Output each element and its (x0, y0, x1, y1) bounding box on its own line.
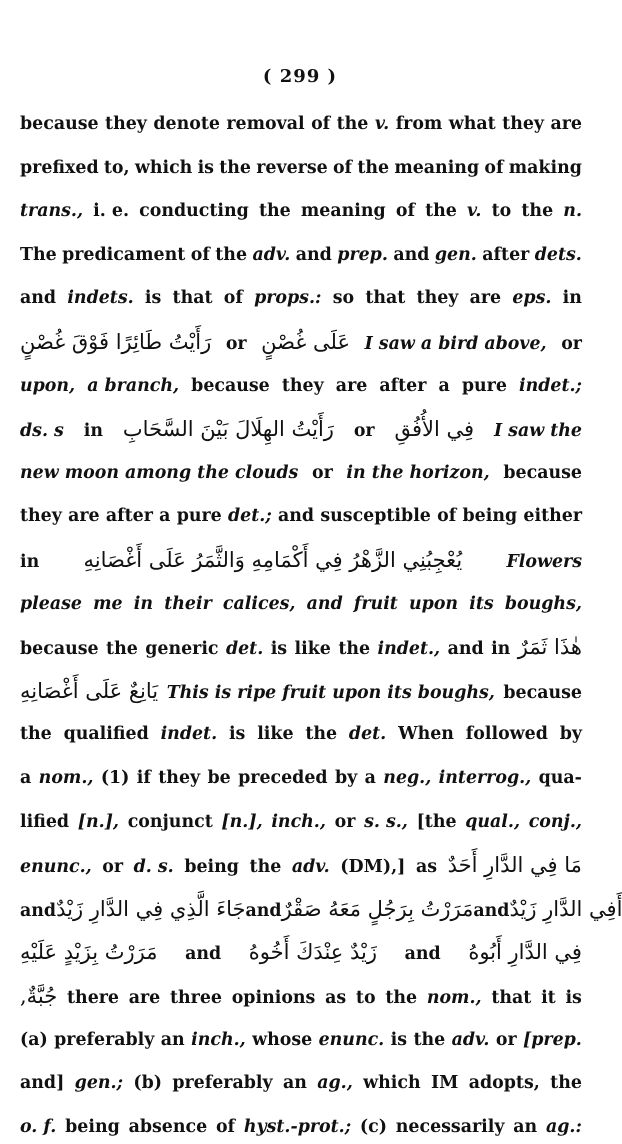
word: in (491, 639, 511, 660)
word: and (20, 900, 57, 921)
word: being (462, 506, 518, 527)
page-number: ( 299 ) (262, 66, 338, 87)
text-line (20, 543, 582, 577)
word: enunc. (318, 1029, 385, 1050)
word: and (306, 593, 343, 614)
word: the (336, 114, 369, 134)
word: det.; (228, 506, 272, 527)
word: a (438, 375, 450, 396)
word: after (379, 375, 427, 396)
word: in the horizon, (346, 462, 490, 483)
word: conj., (528, 811, 582, 832)
word: adv. (291, 857, 330, 878)
word: are (335, 375, 368, 396)
word: please (20, 593, 82, 614)
word: removal (226, 114, 305, 134)
word: of (484, 157, 504, 178)
word: the (385, 988, 418, 1008)
word: is (565, 988, 582, 1008)
word: they (158, 768, 201, 788)
arabic-phrase: مَرَرْتُ بِزَيْدٍ عَلَيْهِ (20, 940, 158, 965)
word: [prep. (523, 1029, 582, 1050)
text-line (20, 761, 582, 795)
word: (a) (20, 1029, 48, 1050)
word: whose (252, 1029, 313, 1050)
word: (DM),] (340, 857, 406, 878)
word: that (365, 288, 406, 309)
word: indet.; (519, 375, 582, 396)
word: [the (416, 811, 457, 832)
arabic-phrase: فِي الأُفُقِ (394, 417, 475, 442)
arabic-phrase: جَاءَ الَّذِي فِي الدَّارِ زَيْدٌ (56, 896, 246, 921)
word: they (281, 375, 324, 396)
word: opinions (231, 988, 316, 1008)
word: as (415, 857, 438, 878)
text-line (20, 1066, 582, 1100)
word: be (207, 768, 231, 788)
word: denote (153, 114, 220, 134)
word: adopts, (468, 1073, 540, 1094)
word: a (364, 768, 376, 788)
word: [n.], (221, 811, 263, 832)
word: d. s. (133, 857, 174, 878)
word: after (105, 506, 153, 527)
word: being (184, 857, 239, 878)
word: and] (20, 1073, 65, 1094)
arabic-phrase: زَيْدٌ عِنْدَكَ أَخُوهُ (248, 940, 378, 965)
word: (c) (359, 1116, 387, 1137)
word: because (191, 375, 270, 396)
word: inch., (191, 1029, 246, 1050)
arabic-phrase: عَلَى غُصْنٍ (261, 330, 351, 354)
word: that (172, 288, 213, 309)
text-line (20, 717, 582, 751)
text-line (20, 151, 582, 185)
word: of (215, 1116, 236, 1137)
word: dets. (534, 244, 582, 265)
word: generic (145, 639, 219, 660)
arabic-phrase: يُعْجِبُنِي الزَّهْرُ فِي أَكْمَامِهِ وَالثَّمَرُ عَلَى أَغْصَانِهِ (83, 548, 463, 572)
word: or (312, 462, 333, 483)
text-line (20, 587, 582, 621)
text-line (20, 281, 582, 315)
word: gen. (434, 244, 477, 265)
word: an (282, 1073, 307, 1094)
word: adv. (252, 244, 291, 265)
word: of (190, 244, 210, 265)
word: or (495, 1029, 517, 1050)
word: a (20, 768, 32, 788)
word: from (395, 114, 443, 134)
word: trans., (20, 201, 84, 222)
word: lified (20, 811, 70, 832)
word: interrog., (438, 768, 532, 788)
word: because (503, 682, 582, 703)
word: so (332, 288, 355, 309)
text-line (20, 1023, 582, 1057)
text-line (20, 499, 582, 533)
word: the (259, 201, 291, 222)
word: either (523, 506, 582, 527)
word: reverse (256, 157, 328, 178)
word: hyst.-prot.; (243, 1116, 352, 1137)
arabic-phrase: هٰذَا ثَمَرٌ (517, 635, 582, 660)
word: ds. s (20, 421, 64, 442)
word: after (482, 244, 530, 265)
word: in (133, 593, 154, 614)
word: pure (176, 506, 222, 527)
arabic-phrase: يَانِعٌ عَلَى أَغْصَانِهِ (20, 678, 159, 703)
word: of (437, 506, 457, 527)
text-line (20, 935, 582, 969)
word: Flowers (506, 552, 582, 572)
word: the (338, 639, 371, 660)
text-line (20, 892, 622, 926)
word: the (20, 724, 52, 745)
word: fruit (353, 593, 398, 614)
word: boughs, (504, 593, 582, 614)
word: of (223, 288, 243, 309)
word: because (20, 114, 99, 134)
word: (b) (133, 1073, 162, 1094)
word: preceded (238, 768, 328, 788)
word: ag., (317, 1073, 353, 1094)
word: gen.; (74, 1073, 124, 1094)
text-line (20, 805, 582, 839)
word: adv. (451, 1029, 490, 1050)
text-line (20, 979, 582, 1013)
word: the (215, 244, 248, 265)
text-line (20, 194, 582, 228)
word: is (390, 1029, 408, 1050)
word: and (295, 244, 332, 265)
word: (1) (100, 768, 130, 788)
word: det. (348, 724, 387, 745)
word: and (473, 900, 510, 921)
word: o. f. (20, 1116, 57, 1137)
word: like (257, 724, 294, 745)
word: which (363, 1073, 421, 1094)
word: is (228, 724, 246, 745)
word: [n.], (77, 811, 119, 832)
word: neg., (383, 768, 432, 788)
word: an (513, 1116, 538, 1137)
word: as (325, 988, 347, 1008)
word: its (469, 593, 494, 614)
word: the (357, 157, 390, 178)
text-line (20, 238, 582, 272)
word: by (334, 768, 358, 788)
word: qua- (538, 768, 582, 788)
word: of (332, 157, 353, 178)
word: nom., (38, 768, 94, 788)
word: v. (374, 114, 390, 134)
arabic-phrase: فِي الدَّارِ أَبُوهُ (468, 940, 582, 965)
word: three (169, 988, 222, 1008)
word: followed (465, 724, 548, 745)
word: preferably (54, 1029, 155, 1050)
word: and (245, 900, 282, 921)
word: and (393, 244, 430, 265)
word: qual., (465, 811, 521, 832)
word: of (395, 201, 415, 222)
arabic-phrase: أَفِي الدَّارِ زَيْدٌ (509, 896, 622, 921)
arabic-phrase: رَأَيْتُ الهِلَالَ بَيْنَ السَّحَابِ (122, 417, 334, 442)
word: in (83, 421, 104, 442)
word: an (160, 1029, 185, 1050)
arabic-phrase: مَرَرْتُ بِرَجُلٍ مَعَهُ صَقْرٌ (281, 896, 474, 921)
word: I saw the (493, 421, 582, 442)
word: IM (430, 1073, 459, 1094)
text-line (20, 456, 582, 490)
word: is (270, 639, 288, 660)
word: indet. (160, 724, 218, 745)
word: they (105, 114, 147, 134)
word: and (185, 944, 222, 965)
word: by (559, 724, 582, 745)
arabic-phrase: مَا فِي الدَّارِ أَحَدٌ (447, 853, 582, 878)
word: to (491, 201, 512, 222)
word: absence (128, 1116, 208, 1137)
word: nom., (426, 988, 482, 1008)
word: because (503, 462, 582, 483)
word: or (334, 811, 356, 832)
text-line (20, 412, 582, 446)
word: in (20, 552, 40, 572)
word: they (20, 506, 62, 527)
word: a (159, 506, 171, 527)
word: which (134, 157, 193, 178)
word: and (447, 639, 484, 660)
word: the (413, 1029, 446, 1050)
word: n. (563, 201, 582, 222)
word: prep. (337, 244, 388, 265)
word: a branch, (87, 375, 180, 396)
word: new moon among the clouds (20, 462, 299, 483)
word: This is ripe fruit upon its boughs, (166, 682, 495, 703)
text-line (20, 630, 582, 664)
word: it (541, 988, 556, 1008)
word: pure (461, 375, 507, 396)
word: prefixed (20, 157, 99, 178)
word: meaning (394, 157, 480, 178)
word: to (355, 988, 376, 1008)
word: and (20, 288, 57, 309)
word: upon (409, 593, 459, 614)
word: in (562, 288, 582, 309)
word: susceptible (320, 506, 431, 527)
word: I saw a bird above, (364, 334, 547, 354)
word: are (550, 114, 582, 134)
word: is (197, 157, 214, 178)
word: or (225, 334, 247, 354)
word: conjunct (127, 811, 213, 832)
text-line (20, 369, 582, 403)
word: they (416, 288, 459, 309)
word: indets. (67, 288, 134, 309)
word: their (164, 593, 212, 614)
text-line (20, 848, 582, 882)
word: i. e. (93, 201, 130, 222)
word: necessarily (395, 1116, 505, 1137)
word: the (219, 157, 251, 178)
word: qualified (63, 724, 149, 745)
word: The (20, 244, 57, 265)
word: preferably (172, 1073, 273, 1094)
word: are (68, 506, 100, 527)
word: det. (225, 639, 264, 660)
word: or (102, 857, 124, 878)
arabic-phrase: رَأَيْتُ طَائِرًا فَوْقَ غُصْنٍ (20, 330, 212, 354)
word: if (136, 768, 151, 788)
word: the (550, 1073, 582, 1094)
word: indet., (377, 639, 441, 660)
text-line (20, 674, 582, 708)
word: me (93, 593, 123, 614)
text-line (20, 107, 582, 141)
word: conducting (139, 201, 249, 222)
word: eps. (512, 288, 552, 309)
word: upon, (20, 375, 76, 396)
word: When (398, 724, 454, 745)
word: the (425, 201, 457, 222)
word: and (404, 944, 441, 965)
word: the (249, 857, 282, 878)
word: because (20, 639, 99, 660)
word: inch., (271, 811, 326, 832)
word: there (67, 988, 119, 1008)
word: the (521, 201, 554, 222)
word: what (448, 114, 496, 134)
word: to, (103, 157, 130, 178)
word: being (65, 1116, 120, 1137)
word: props.: (254, 288, 322, 309)
word: and (278, 506, 315, 527)
arabic-phrase: جُبَّةٌ, (20, 984, 58, 1008)
word: are (128, 988, 161, 1008)
word: are (469, 288, 502, 309)
word: calices, (222, 593, 296, 614)
text-line (20, 325, 582, 359)
word: or (561, 334, 582, 354)
word: they (502, 114, 545, 134)
word: or (353, 421, 375, 442)
word: enunc., (20, 857, 92, 878)
word: the (305, 724, 338, 745)
word: like (294, 639, 331, 660)
word: making (508, 157, 582, 178)
word: predicament (62, 244, 186, 265)
word: of (311, 114, 331, 134)
text-line (20, 1110, 582, 1144)
word: v. (467, 201, 482, 222)
word: meaning (300, 201, 386, 222)
word: ag.: (545, 1116, 582, 1137)
word: s. s., (364, 811, 408, 832)
word: is (144, 288, 162, 309)
word: that (491, 988, 532, 1008)
word: the (106, 639, 138, 660)
